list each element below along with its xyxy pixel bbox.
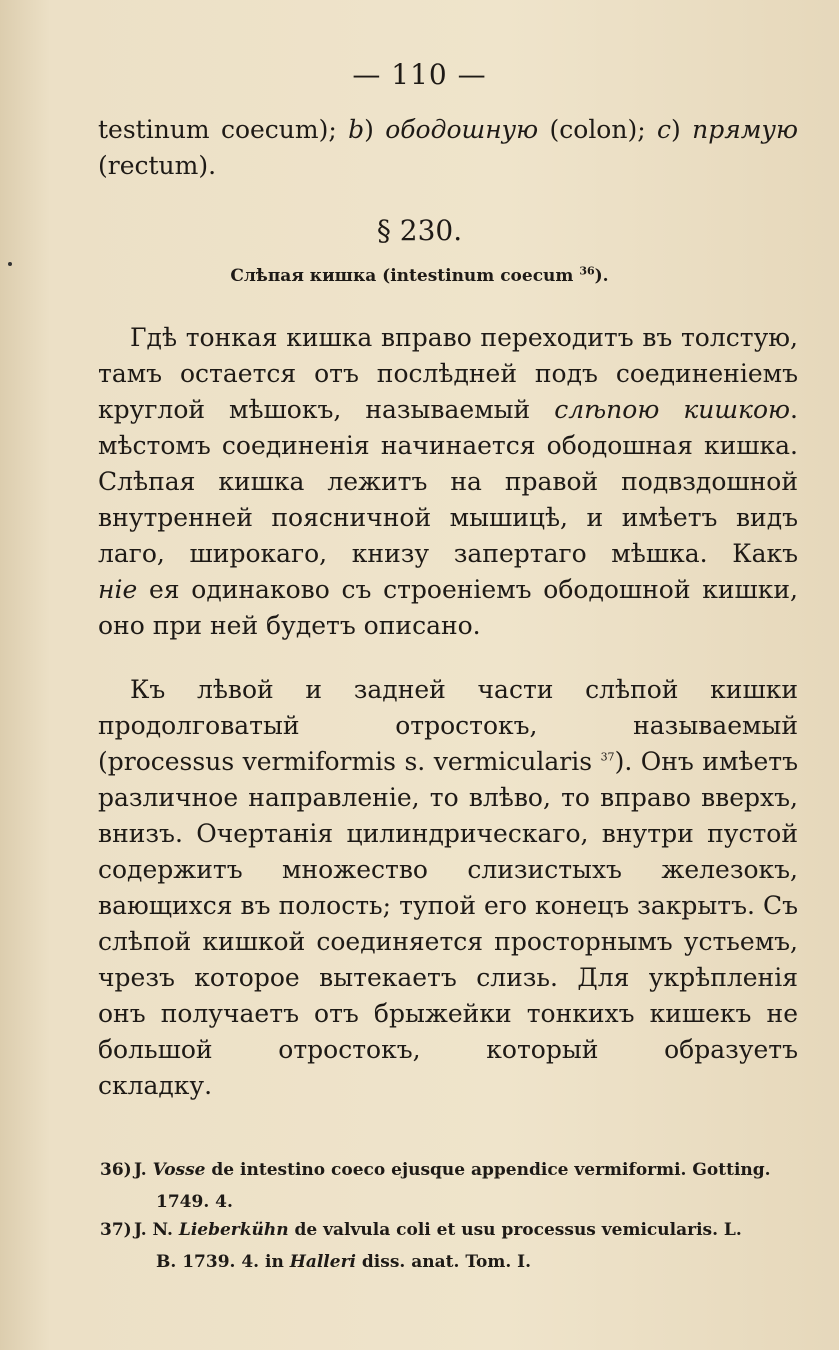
text-run: J.: [134, 1160, 153, 1180]
footnote-line: 1749. 4.: [156, 1192, 233, 1212]
text-line: [98, 572, 798, 608]
footnote-36: [100, 1154, 800, 1218]
text-run: (processus vermiformis s. vermicularis: [98, 747, 601, 776]
italic-run: ободошную: [385, 115, 539, 144]
italic-run: слѣпою кишкою: [554, 395, 791, 424]
footnote-ref: 36: [579, 264, 595, 278]
footnote-text: [134, 1220, 742, 1240]
footnote-line: [100, 1154, 800, 1186]
italic-run: Lieberkühn: [178, 1220, 289, 1240]
text-line: Слѣпая кишка лежитъ на правой подвздошной: [98, 467, 798, 496]
italic-run: b: [348, 115, 365, 144]
text-run: J. N.: [134, 1220, 179, 1240]
text-run: круглой мѣшокъ, называемый: [98, 395, 555, 424]
text-line: различное направленіе, то влѣво, то вправо вверхъ,: [98, 783, 798, 812]
text-run: testinum coecum);: [98, 115, 349, 144]
italic-run: ніе: [98, 575, 138, 604]
text-line: оно при ней будетъ описано.: [98, 611, 481, 640]
section-heading: § 230.: [376, 214, 463, 247]
text-line: внутренней поясничной мышицѣ, и имѣетъ видъ: [98, 503, 798, 532]
footnote-text: [134, 1160, 771, 1180]
text-line: тамъ остается отъ послѣдней подъ соединеніемъ: [98, 359, 798, 388]
text-line: вающихся въ полость; тупой его конецъ закрытъ. Съ: [98, 891, 798, 920]
text-line: [98, 112, 798, 148]
text-run: продолговатый отростокъ, называемый: [98, 711, 798, 740]
text-run: .: [790, 395, 798, 424]
section-subtitle: [0, 266, 839, 286]
text-run: (rectum).: [98, 151, 217, 180]
italic-run: Halleri: [289, 1252, 356, 1272]
footnote-ref: 37: [600, 750, 615, 764]
paragraph-2: [98, 672, 798, 1104]
text-run: лаго, широкаго, книзу запертаго мѣшка. Какъ: [98, 539, 798, 568]
text-line: Къ лѣвой и задней части слѣпой кишки: [130, 675, 798, 704]
text-run: ея одинаково съ строеніемъ ободошной кишки,: [148, 575, 798, 604]
italic-run: Vosse: [152, 1160, 206, 1180]
text-line: [98, 708, 798, 744]
text-line: слѣпой кишкой соединяется просторнымъ устьемъ,: [98, 927, 798, 956]
text-run: ). Онъ имѣетъ: [614, 747, 798, 776]
text-run: ): [364, 115, 386, 144]
subtitle-text: Слѣпая кишка (intestinum coecum: [230, 266, 580, 286]
text-line: [98, 148, 798, 184]
text-line: большой отростокъ, который образуетъ: [98, 1035, 798, 1064]
text-run: diss. anat. Tom. I.: [356, 1252, 532, 1272]
subtitle-close: ).: [594, 266, 609, 286]
text-line: онъ получаетъ отъ брыжейки тонкихъ кишекъ не: [98, 999, 798, 1028]
page-number: — 110 —: [352, 58, 487, 91]
text-run: de valvula coli et usu processus vemicularis. L.: [288, 1220, 742, 1240]
text-line: складку.: [98, 1071, 213, 1100]
text-line: [98, 392, 798, 428]
text-line: содержитъ множество слизистыхъ железокъ,: [98, 855, 798, 884]
footnote-37: [100, 1214, 800, 1278]
paragraph-1: [98, 320, 798, 644]
footnote-line: [100, 1246, 800, 1278]
text-line: [98, 536, 798, 572]
intro-text: [98, 112, 798, 184]
text-line: чрезъ которое вытекаетъ слизь. Для укрѣпленія: [98, 963, 798, 992]
text-line: Гдѣ тонкая кишка вправо переходитъ въ толстую,: [130, 323, 798, 352]
text-line: [98, 744, 798, 780]
footnote-number: 37): [100, 1220, 132, 1240]
italic-run: прямую: [692, 115, 798, 144]
footnote-number: 36): [100, 1160, 132, 1180]
text-line: внизъ. Очертанія цилиндрическаго, внутри пустой: [98, 819, 798, 848]
text-run: B. 1739. 4. in: [156, 1252, 290, 1272]
italic-run: c: [656, 115, 671, 144]
text-run: ): [671, 115, 693, 144]
footnote-line: [100, 1214, 800, 1246]
text-run: de intestino coeco ejusque appendice vermiformi. Gotting.: [205, 1160, 771, 1180]
text-line: мѣстомъ соединенія начинается ободошная кишка.: [98, 431, 798, 460]
text-run: (colon);: [538, 115, 657, 144]
